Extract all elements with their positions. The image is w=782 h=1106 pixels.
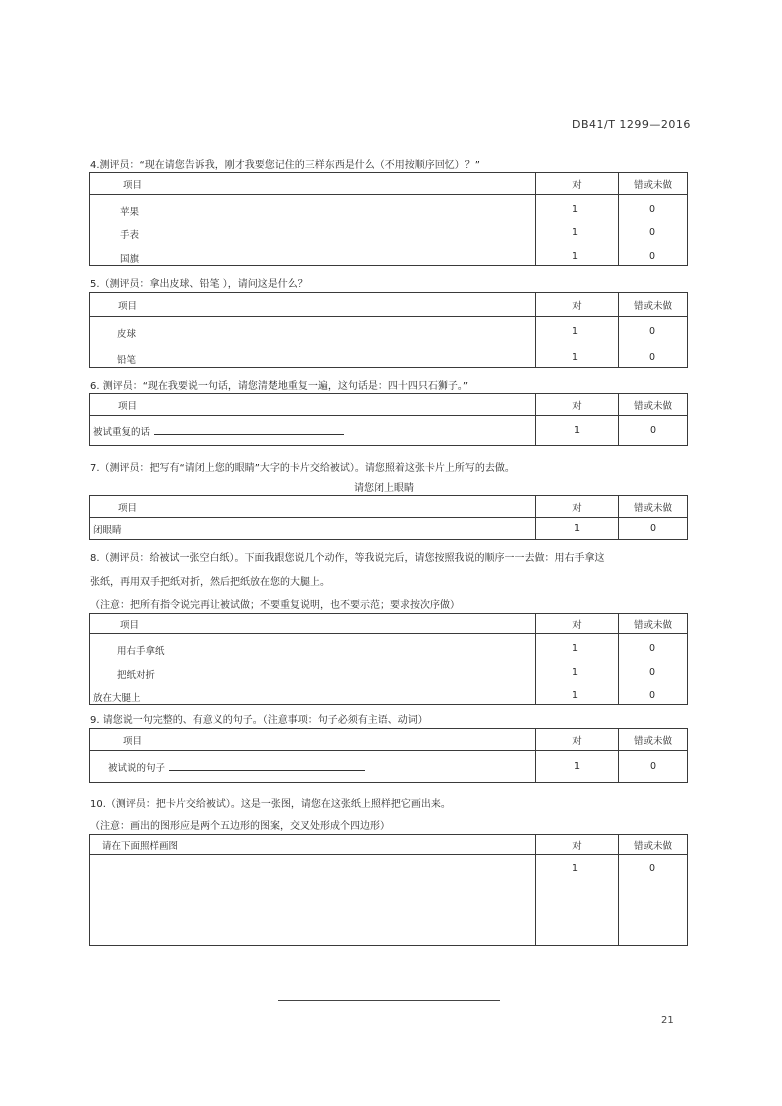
score-wrong: 0 (649, 863, 656, 874)
item-header-cell (90, 729, 536, 751)
item-watch: 手表 (120, 230, 140, 241)
wrong-header: 错或未做 (619, 173, 688, 195)
question-10-text: 10.（测评员：把卡片交给被试）。这是一张图，请您在这张纸上照样把它画出来。 (90, 799, 451, 810)
wrong-header: 错或未做 (619, 394, 688, 416)
question-8-table (89, 613, 688, 705)
question-7-table (89, 495, 688, 540)
correct-header: 对 (536, 496, 619, 518)
wrong-cell (619, 634, 688, 705)
correct-header: 对 (536, 173, 619, 195)
item-fold-paper: 把纸对折 (117, 670, 156, 681)
answer-line (169, 761, 365, 771)
score-correct: 1 (572, 643, 579, 654)
item-header-cell (90, 293, 536, 317)
score-correct: 1 (572, 690, 579, 701)
item-take-paper: 用右手拿纸 (117, 646, 165, 657)
items-cell (90, 518, 536, 540)
question-6-text: 6. 测评员：“现在我要说一句话，请您清楚地重复一遍，这句话是：四十四只石狮子。” (90, 381, 469, 392)
answer-line (154, 425, 344, 435)
question-4-table (89, 172, 688, 266)
score-wrong: 0 (649, 352, 656, 363)
question-5-text: 5.（测评员：拿出皮球、铅笔 ），请问这是什么？ (90, 279, 308, 290)
repeat-cell (90, 416, 536, 446)
wrong-cell (619, 317, 688, 368)
question-6-table (89, 393, 688, 446)
item-header: 项目 (123, 179, 143, 191)
correct-cell (536, 317, 619, 368)
score-correct: 1 (572, 251, 579, 262)
wrong-cell (619, 195, 688, 266)
correct-header: 对 (536, 835, 619, 855)
wrong-header: 错或未做 (619, 293, 688, 317)
items-cell (90, 195, 536, 266)
card-text: 请您闭上眼睛 (354, 483, 414, 494)
wrong-header: 错或未做 (619, 835, 688, 855)
score-correct: 1 (572, 863, 579, 874)
item-flag: 国旗 (120, 254, 140, 265)
score-correct: 1 (572, 667, 579, 678)
draw-label: 请在下面照样画图 (102, 840, 179, 852)
footer-rule (278, 1000, 500, 1001)
score-wrong: 0 (649, 690, 656, 701)
correct-cell (536, 855, 619, 946)
question-9-table (89, 728, 688, 783)
page-number: 21 (661, 1015, 674, 1026)
score-wrong: 0 (649, 227, 656, 238)
score-correct: 1 (572, 227, 579, 238)
score-correct: 1 (536, 416, 619, 446)
item-repeated-phrase: 被试重复的话 (93, 426, 151, 438)
item-header-cell (90, 173, 536, 195)
wrong-header: 错或未做 (619, 614, 688, 634)
item-close-eyes: 闭眼睛 (93, 524, 122, 536)
score-wrong: 0 (649, 667, 656, 678)
correct-cell (536, 634, 619, 705)
items-cell (90, 634, 536, 705)
correct-header: 对 (536, 729, 619, 751)
question-4-text: 4.测评员：“现在请您告诉我，刚才我要您记住的三样东西是什么（不用按顺序回忆）？” (90, 160, 480, 171)
draw-label-cell (90, 835, 536, 855)
drawing-area[interactable] (90, 855, 536, 946)
item-header-cell (90, 496, 536, 518)
item-header: 项目 (118, 400, 138, 412)
item-header: 项目 (120, 619, 140, 631)
question-7-text: 7.（测评员：把写有“请闭上您的眼睛”大字的卡片交给被试）。请您照着这张卡片上所写的去做。 (90, 463, 515, 474)
correct-header: 对 (536, 293, 619, 317)
score-wrong: 0 (649, 204, 656, 215)
wrong-header: 错或未做 (619, 496, 688, 518)
item-header: 项目 (123, 735, 143, 747)
item-pencil: 铅笔 (117, 355, 137, 366)
sentence-cell (90, 751, 536, 783)
question-9-text: 9. 请您说一句完整的、有意义的句子。（注意事项：句子必须有主语、动词） (90, 715, 428, 726)
correct-header: 对 (536, 394, 619, 416)
item-header-cell (90, 394, 536, 416)
score-correct: 1 (536, 518, 619, 540)
wrong-cell (619, 855, 688, 946)
standard-code: DB41/T 1299—2016 (572, 118, 691, 131)
correct-cell (536, 195, 619, 266)
score-wrong: 0 (649, 326, 656, 337)
score-wrong: 0 (649, 251, 656, 262)
score-wrong: 0 (649, 643, 656, 654)
wrong-header: 错或未做 (619, 729, 688, 751)
score-correct: 1 (572, 326, 579, 337)
question-8-line-2: 张纸，再用双手把纸对折，然后把纸放在您的大腿上。 (90, 577, 330, 588)
item-place-on-thigh: 放在大腿上 (93, 693, 141, 704)
score-wrong: 0 (619, 751, 688, 783)
question-10-table (89, 834, 688, 946)
item-sentence: 被试说的句子 (108, 762, 166, 774)
items-cell (90, 317, 536, 368)
score-correct: 1 (572, 352, 579, 363)
question-5-table (89, 292, 688, 368)
score-correct: 1 (536, 751, 619, 783)
question-8-line-1: 8.（测评员：给被试一张空白纸）。下面我跟您说几个动作，等我说完后，请您按照我说的顺序一一去做：用右手拿这 (90, 553, 605, 564)
item-header-cell (90, 614, 536, 634)
correct-header: 对 (536, 614, 619, 634)
question-10-note: （注意：画出的图形应是两个五边形的图案，交叉处形成个四边形） (90, 821, 390, 832)
score-wrong: 0 (619, 416, 688, 446)
question-8-note: （注意：把所有指令说完再让被试做；不要重复说明，也不要示范；要求按次序做） (90, 600, 460, 611)
score-wrong: 0 (619, 518, 688, 540)
item-header: 项目 (118, 300, 138, 312)
item-apple: 苹果 (120, 207, 140, 218)
item-ball: 皮球 (117, 329, 137, 340)
score-correct: 1 (572, 204, 579, 215)
item-header: 项目 (118, 502, 138, 514)
